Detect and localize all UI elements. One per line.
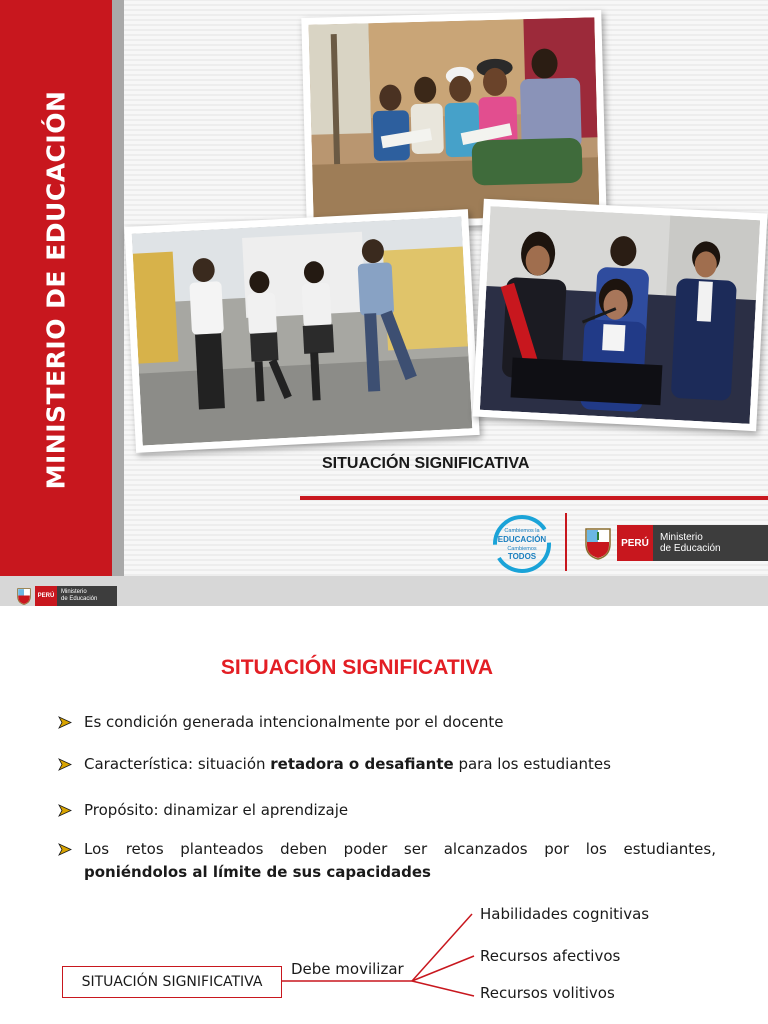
diagram-connector-lines [280, 900, 490, 1010]
campaign-logo [491, 514, 553, 574]
bullet-text: Propósito: dinamizar el aprendizaje [84, 801, 349, 819]
ministry-line-1: Ministerio [61, 589, 87, 595]
bullet-item [58, 711, 716, 734]
cover-title: SITUACIÓN SIGNIFICATIVA [322, 455, 530, 472]
diagram-connector-label: Debe movilizar [291, 960, 404, 978]
sidebar-ministry-title: MINISTERIO DE EDUCACIÓN [41, 90, 71, 490]
photo-student-speaking [472, 199, 767, 432]
bullet-item [58, 753, 716, 776]
svg-text:TODOS: TODOS [507, 552, 537, 561]
ministry-logo-small [16, 586, 117, 606]
ministry-line-1: Ministerio [660, 532, 703, 543]
ministry-line-2: de Educación [61, 596, 98, 602]
diagram-source-box: SITUACIÓN SIGNIFICATIVA [62, 966, 282, 998]
diagram-branch-label: Recursos afectivos [480, 947, 621, 965]
peru-shield-icon [583, 526, 613, 560]
ministry-line-2: de Educación [660, 543, 721, 554]
sidebar-stripe [112, 0, 124, 576]
ministry-logo [583, 524, 768, 562]
title-underline [300, 496, 768, 500]
bullet-text-start: Característica: situación [84, 755, 271, 773]
bullet-text-end: para los estudiantes [453, 755, 611, 773]
bullet-text-emphasis: retadora o desafiante [270, 755, 454, 773]
bullet-item [58, 838, 716, 861]
bullet-item [58, 799, 716, 822]
diagram-branch-label: Recursos volitivos [480, 984, 615, 1002]
svg-text:Cambiemos la: Cambiemos la [504, 528, 540, 534]
logo-divider [565, 513, 567, 571]
photo-children-reading [301, 10, 606, 230]
branch-line [412, 956, 474, 981]
peru-label-small: PERÚ [35, 586, 57, 606]
diagram-branch-label: Habilidades cognitivas [480, 905, 650, 923]
bullet-text: Es condición generada intencionalmente por el docente [84, 713, 504, 731]
slide-title: SITUACIÓN SIGNIFICATIVA [220, 656, 494, 679]
svg-text:Cambiemos: Cambiemos [507, 546, 537, 552]
bullet-text [84, 753, 716, 776]
bullet-text: Los retos planteados deben poder ser alcanzados por los estudiantes, [84, 840, 716, 858]
branch-line [412, 914, 472, 981]
bullet-text-continuation: poniéndolos al límite de sus capacidades [84, 863, 431, 881]
arrow-bullet-icon [58, 758, 72, 771]
arrow-bullet-icon [58, 843, 72, 856]
ministry-label [653, 525, 768, 561]
peru-label: PERÚ [617, 525, 653, 561]
ministry-sidebar [0, 0, 112, 576]
arrow-bullet-icon [58, 716, 72, 729]
arrow-bullet-icon [58, 804, 72, 817]
peru-shield-icon [16, 587, 32, 605]
branch-line [412, 981, 474, 996]
photo-students-jumping [124, 209, 479, 453]
ministry-label-small [57, 586, 117, 606]
svg-text:EDUCACIÓN: EDUCACIÓN [497, 535, 547, 544]
